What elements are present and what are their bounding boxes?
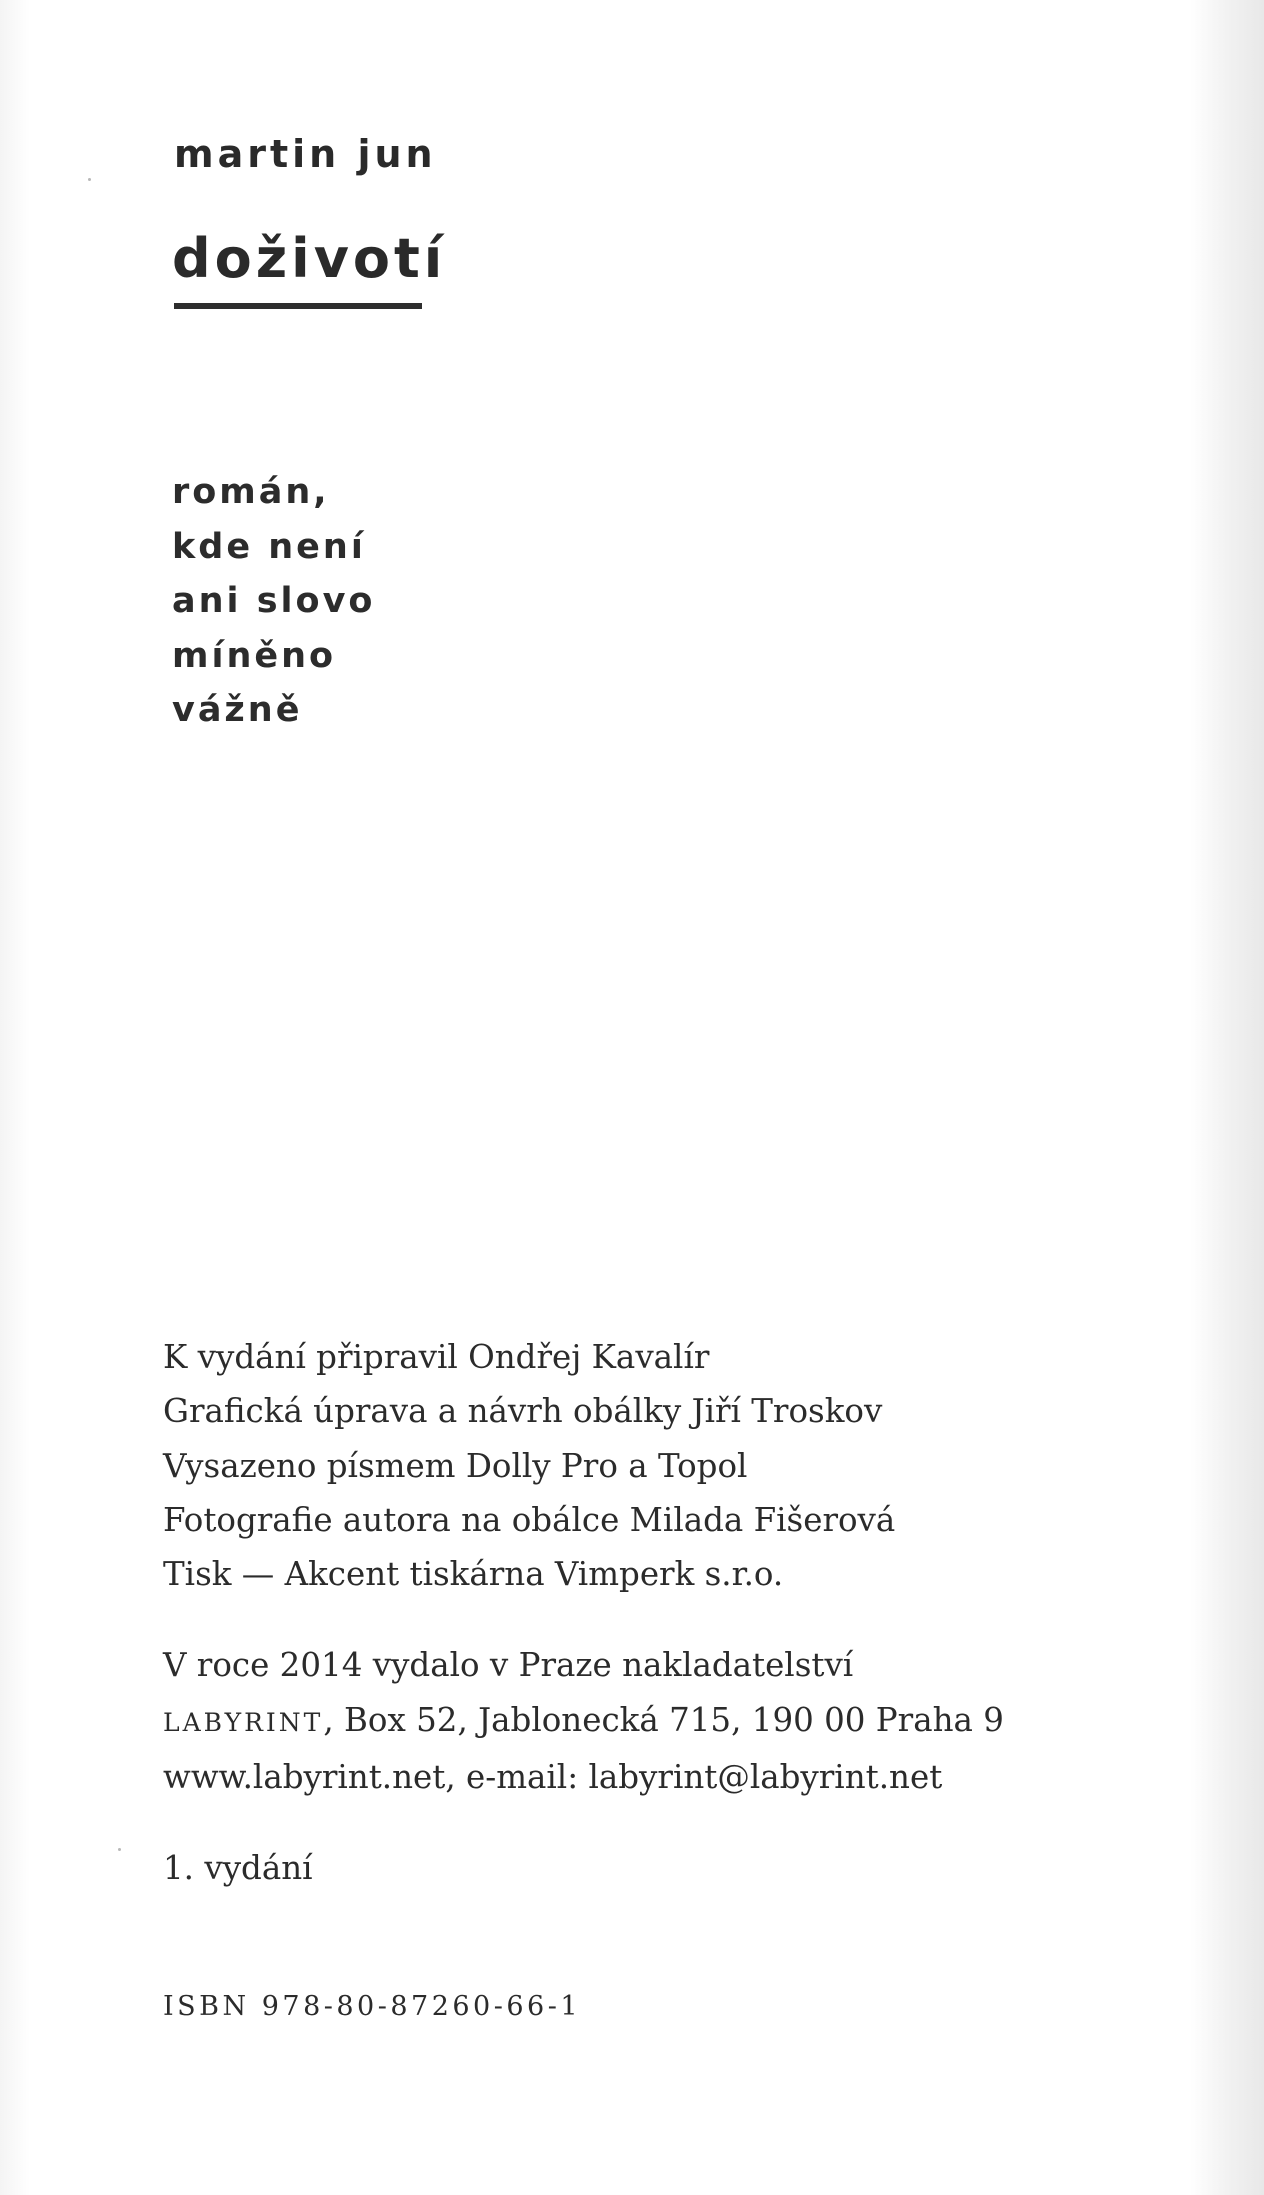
- credit-line: Vysazeno písmem Dolly Pro a Topol: [163, 1446, 748, 1485]
- publisher-name: LABYRINT: [163, 1707, 324, 1737]
- publisher-address-text: , Box 52, Jablonecká 715, 190 00 Praha 9: [323, 1700, 1004, 1739]
- publisher-address: [163, 1693, 1004, 1750]
- isbn: ISBN 978-80-87260-66-1: [163, 1991, 582, 2022]
- paper-speck: [118, 1848, 121, 1851]
- title-underline: [174, 303, 422, 309]
- subtitle: [172, 465, 375, 738]
- credit-line: K vydání připravil Ondřej Kavalír: [163, 1338, 710, 1376]
- credit-line: Grafická úprava a návrh obálky Jiří Troskov: [163, 1392, 883, 1431]
- publisher-contact: www.labyrint.net, e-mail: labyrint@labyrint.net: [163, 1758, 943, 1797]
- subtitle-line: román,: [172, 472, 330, 512]
- credit-line: Fotografie autora na obálce Milada Fišerová: [163, 1500, 896, 1539]
- subtitle-line: vážně: [172, 690, 303, 730]
- book-title: doživotí: [172, 227, 447, 290]
- spacer: [163, 1601, 1004, 1638]
- subtitle-line: ani slovo: [172, 581, 376, 621]
- edition: 1. vydání: [163, 1849, 313, 1888]
- paper-speck: [88, 178, 91, 181]
- subtitle-line: kde není: [172, 526, 366, 567]
- subtitle-line: míněno: [172, 635, 337, 676]
- credit-line: Tisk — Akcent tiskárna Vimperk s.r.o.: [163, 1555, 784, 1594]
- spacer: [163, 1804, 1004, 1841]
- publisher-line: V roce 2014 vydalo v Praze nakladatelství: [163, 1646, 854, 1685]
- author-name: martin jun: [174, 132, 437, 176]
- imprint-block: [163, 1330, 1004, 1896]
